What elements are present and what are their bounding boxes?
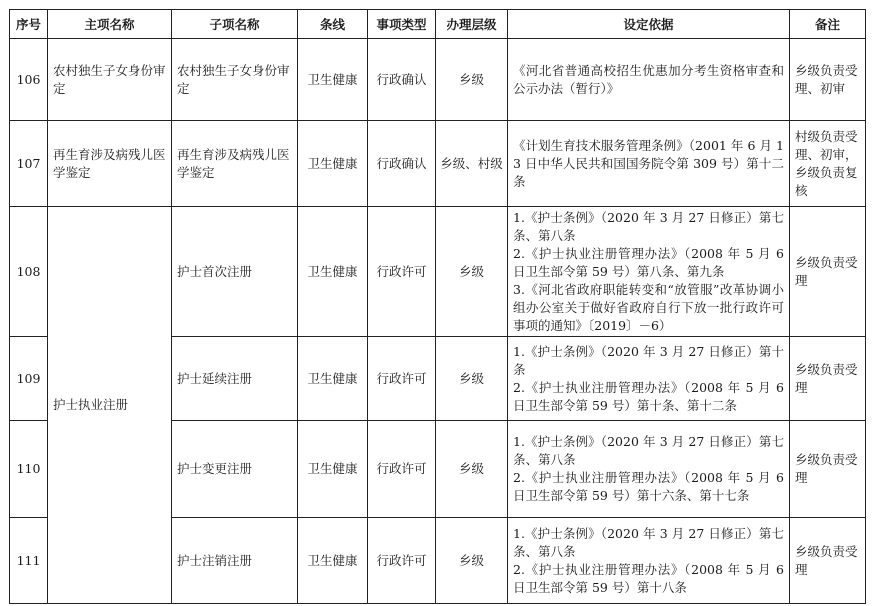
cell-seq: 106 — [10, 39, 48, 121]
cell-type: 行政确认 — [368, 39, 436, 121]
cell-sub-item: 再生育涉及病残儿医学鉴定 — [172, 121, 298, 207]
cell-seq: 110 — [10, 421, 48, 518]
header-seq: 序号 — [10, 10, 48, 39]
cell-level: 乡级 — [436, 207, 508, 337]
cell-line: 卫生健康 — [298, 421, 368, 518]
cell-basis — [508, 207, 790, 337]
header-basis: 设定依据 — [508, 10, 790, 39]
cell-sub-item: 农村独生子女身份审定 — [172, 39, 298, 121]
cell-seq: 108 — [10, 207, 48, 337]
cell-type: 行政许可 — [368, 518, 436, 604]
matters-table — [9, 9, 866, 604]
cell-seq: 111 — [10, 518, 48, 604]
basis-line: 《计划生育技术服务管理条例》（2001 年 6 月 13 日中华人民共和国国务院令第 309 号）第十二条 — [513, 137, 784, 189]
cell-level: 乡级 — [436, 421, 508, 518]
cell-basis — [508, 337, 790, 421]
cell-seq: 109 — [10, 337, 48, 421]
cell-sub-item: 护士变更注册 — [172, 421, 298, 518]
cell-main-item: 护士执业注册 — [48, 207, 172, 604]
cell-basis — [508, 121, 790, 207]
cell-sub-item: 护士首次注册 — [172, 207, 298, 337]
basis-line: 2.《护士执业注册管理办法》（2008 年 5 月 6 日卫生部令第 59 号）第十条、第十二条 — [513, 379, 784, 413]
cell-type: 行政许可 — [368, 421, 436, 518]
cell-note: 乡级负责受理、初审 — [790, 39, 866, 121]
table-row — [10, 207, 866, 337]
cell-line: 卫生健康 — [298, 518, 368, 604]
cell-level: 乡级、村级 — [436, 121, 508, 207]
header-note: 备注 — [790, 10, 866, 39]
header-main-item: 主项名称 — [48, 10, 172, 39]
basis-line: 《河北省普通高校招生优惠加分考生资格审查和公示办法（暂行）》 — [513, 62, 784, 96]
basis-line: 1.《护士条例》（2020 年 3 月 27 日修正）第七条、第八条 — [513, 434, 784, 467]
basis-line: 1.《护士条例》（2020 年 3 月 27 日修正）第七条、第八条 — [513, 209, 784, 243]
cell-line: 卫生健康 — [298, 39, 368, 121]
basis-line: 2.《护士执业注册管理办法》（2008 年 5 月 6 日卫生部令第 59 号）第八条、第九条 — [513, 245, 784, 279]
header-line: 条线 — [298, 10, 368, 39]
basis-line: 1.《护士条例》（2020 年 3 月 27 日修正）第十条 — [513, 343, 784, 377]
cell-type: 行政许可 — [368, 207, 436, 337]
cell-level: 乡级 — [436, 337, 508, 421]
cell-note: 乡级负责受理 — [790, 207, 866, 337]
cell-main-item: 再生育涉及病残儿医学鉴定 — [48, 121, 172, 207]
cell-seq: 107 — [10, 121, 48, 207]
cell-sub-item: 护士延续注册 — [172, 337, 298, 421]
basis-line: 2.《护士执业注册管理办法》（2008 年 5 月 6 日卫生部令第 59 号）第十六条、第十七条 — [513, 470, 784, 503]
table-row — [10, 121, 866, 207]
cell-note: 村级负责受理、初审，乡级负责复核 — [790, 121, 866, 207]
cell-line: 卫生健康 — [298, 337, 368, 421]
cell-note: 乡级负责受理 — [790, 518, 866, 604]
header-sub-item: 子项名称 — [172, 10, 298, 39]
cell-note: 乡级负责受理 — [790, 337, 866, 421]
cell-note: 乡级负责受理 — [790, 421, 866, 518]
cell-line: 卫生健康 — [298, 207, 368, 337]
cell-sub-item: 护士注销注册 — [172, 518, 298, 604]
cell-basis — [508, 518, 790, 604]
cell-basis — [508, 39, 790, 121]
cell-type: 行政许可 — [368, 337, 436, 421]
cell-main-item: 农村独生子女身份审定 — [48, 39, 172, 121]
cell-line: 卫生健康 — [298, 121, 368, 207]
cell-level: 乡级 — [436, 39, 508, 121]
basis-line: 2.《护士执业注册管理办法》（2008 年 5 月 6 日卫生部令第 59 号）第十八条 — [513, 561, 784, 595]
basis-line: 1.《护士条例》（2020 年 3 月 27 日修正）第七条、第八条 — [513, 525, 784, 559]
basis-line: 3.《河北省政府职能转变和“放管服”改革协调小组办公室关于做好省政府自行下放一批行政许可事项的通知》〔2019〕－6） — [513, 281, 784, 333]
cell-basis — [508, 421, 790, 518]
header-type: 事项类型 — [368, 10, 436, 39]
header-level: 办理层级 — [436, 10, 508, 39]
header-row — [10, 10, 866, 39]
cell-level: 乡级 — [436, 518, 508, 604]
cell-type: 行政确认 — [368, 121, 436, 207]
table-row — [10, 39, 866, 121]
